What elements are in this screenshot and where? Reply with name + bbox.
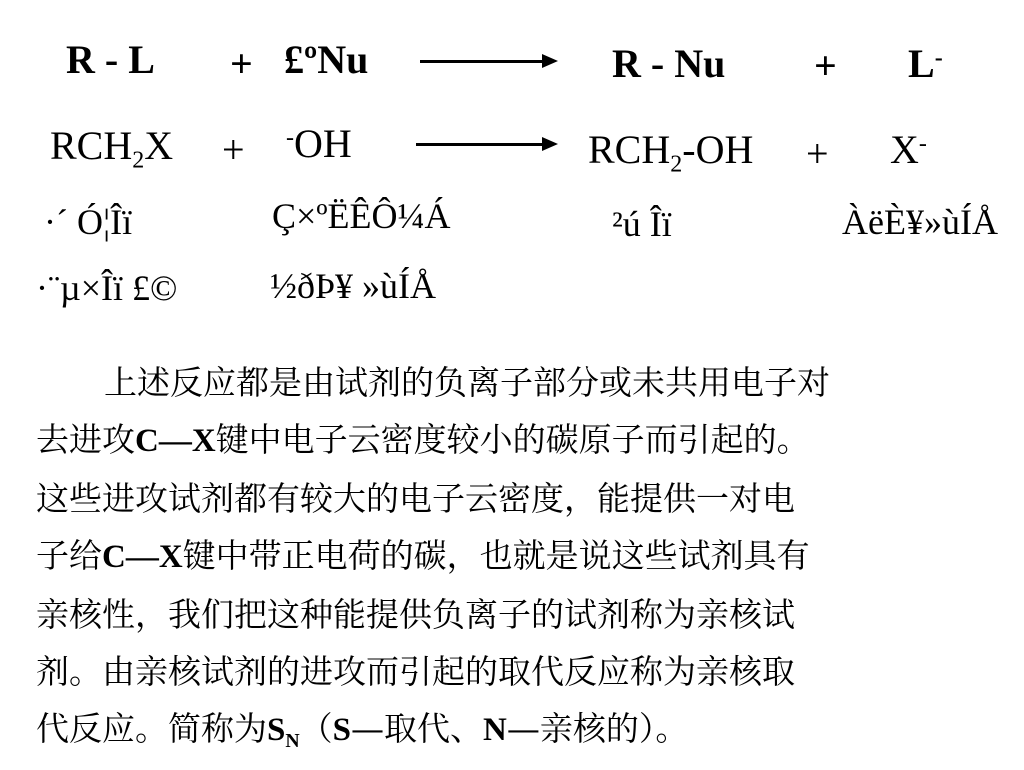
reactant-rch2x bbox=[50, 123, 174, 174]
leaving-symbol: X bbox=[890, 127, 919, 172]
bond-label: C—X bbox=[135, 423, 216, 459]
reagent-prefix: £º bbox=[284, 37, 318, 82]
label-attacking-group: ½ðÞ¥ »ùÍÅ bbox=[270, 266, 437, 306]
reagent-charge: - bbox=[286, 125, 294, 151]
product-r-nu: R - Nu bbox=[612, 41, 726, 86]
label-nucleophile: Ç×ºËÊÔ¼Á bbox=[272, 196, 451, 236]
plus-sign: + bbox=[806, 131, 829, 176]
nucleophile-reagent bbox=[284, 37, 369, 82]
plus-sign: + bbox=[230, 41, 253, 86]
leaving-group-x bbox=[890, 127, 927, 172]
text-run: —取代、 bbox=[351, 709, 484, 748]
leaving-group-l bbox=[908, 41, 943, 86]
reactant-r-l: R - L bbox=[66, 37, 155, 82]
plus-sign: + bbox=[222, 127, 245, 172]
leaving-charge: - bbox=[934, 45, 943, 71]
reaction-arrow-icon bbox=[416, 143, 544, 146]
reagent-nu: Nu bbox=[317, 37, 369, 82]
paragraph-line: 亲核性，我们把这种能提供负离子的试剂称为亲核试 bbox=[36, 595, 795, 634]
reactant-part: RCH bbox=[50, 123, 133, 168]
paragraph-line: 这些进攻试剂都有较大的电子云密度，能提供一对电 bbox=[36, 479, 795, 518]
hydroxide-reagent bbox=[286, 121, 352, 166]
text-run: 键中电子云密度较小的碳原子而引起的。 bbox=[215, 420, 810, 459]
leaving-symbol: L bbox=[908, 41, 935, 86]
explanation-paragraph bbox=[36, 354, 996, 770]
paragraph-line bbox=[36, 411, 996, 470]
n-label: N bbox=[483, 712, 507, 748]
paragraph-line: 上述反应都是由试剂的负离子部分或未共用电子对 bbox=[104, 363, 830, 402]
text-run: （ bbox=[299, 709, 333, 748]
text-run: 去进攻 bbox=[36, 420, 135, 459]
reagent-oh: OH bbox=[294, 121, 352, 166]
product-subscript: 2 bbox=[670, 151, 683, 178]
text-run: 键中带正电荷的碳，也就是说这些试剂具有 bbox=[182, 536, 810, 575]
product-rch2oh bbox=[588, 127, 754, 178]
sn-subscript: N bbox=[285, 729, 300, 752]
label-reactant: ·´ Ó¦Îï bbox=[44, 202, 133, 242]
paragraph-line bbox=[36, 700, 996, 770]
plus-sign: + bbox=[814, 43, 837, 88]
text-run: —亲核的）。 bbox=[506, 709, 689, 748]
reactant-subscript: 2 bbox=[132, 147, 145, 174]
sn-symbol bbox=[267, 712, 300, 752]
product-part: -OH bbox=[682, 127, 754, 172]
label-product: ²ú Îï bbox=[612, 204, 672, 244]
bond-label: C—X bbox=[102, 539, 183, 575]
s-label: S bbox=[332, 712, 352, 748]
leaving-charge: - bbox=[918, 131, 927, 157]
reaction-arrow-icon bbox=[420, 60, 544, 63]
label-leaving-group: ÀëÈ¥»ùÍÅ bbox=[842, 202, 998, 242]
text-run: 子给 bbox=[36, 536, 102, 575]
reactant-part: X bbox=[144, 123, 174, 168]
product-part: RCH bbox=[588, 127, 671, 172]
sn-s: S bbox=[267, 712, 286, 748]
text-run: 代反应。简称为 bbox=[36, 709, 267, 748]
paragraph-line bbox=[36, 527, 996, 586]
paragraph-line: 剂。由亲核试剂的进攻而引起的取代反应称为亲核取 bbox=[36, 652, 795, 691]
label-substrate: ·¨µ×Îï £© bbox=[36, 268, 178, 308]
